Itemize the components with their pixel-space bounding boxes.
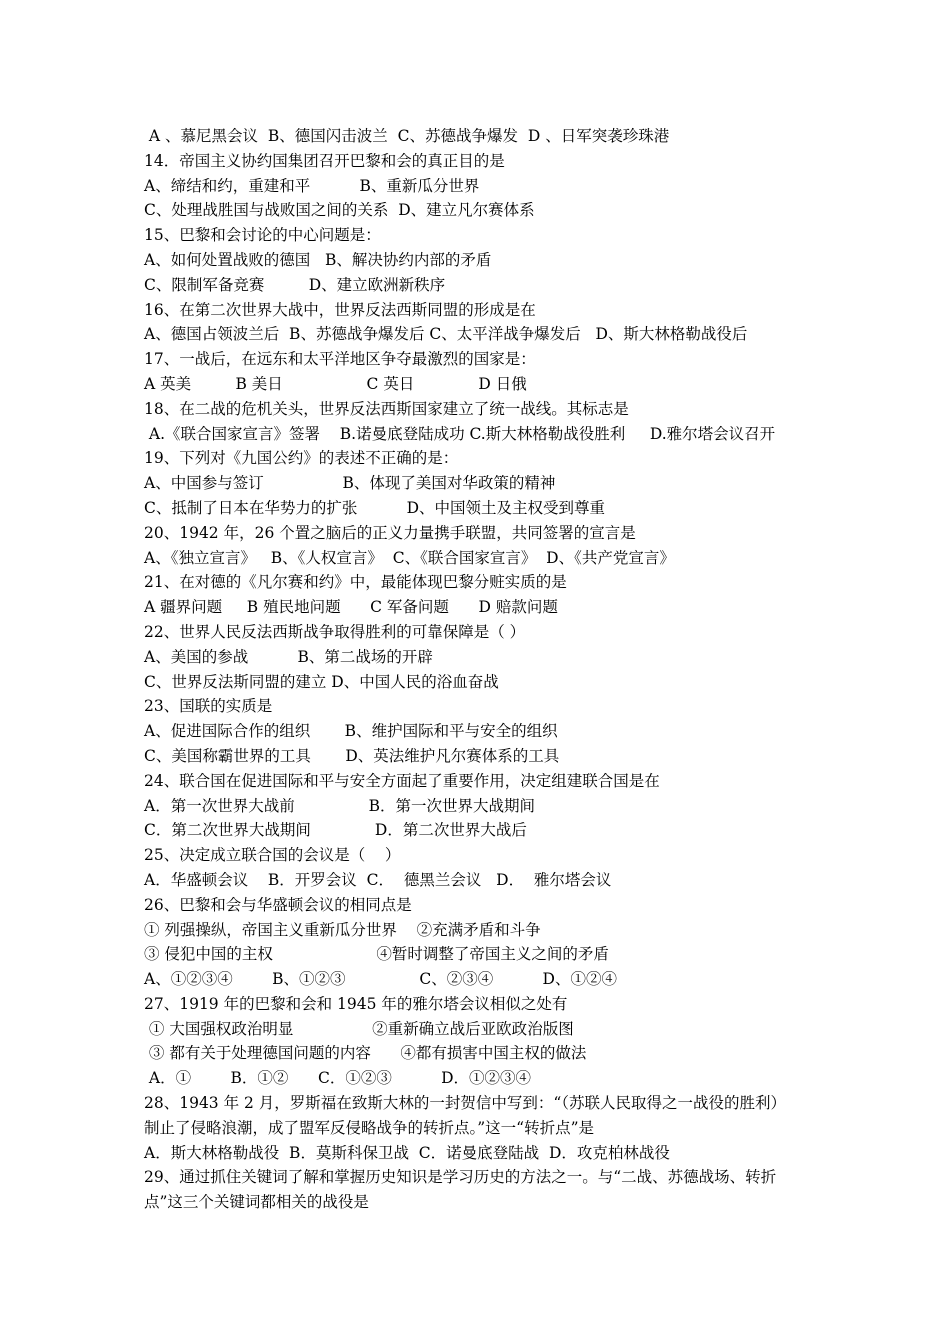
text-line: 17、一战后，在远东和太平洋地区争夺最激烈的国家是： [144, 350, 536, 369]
text-line: 20、1942 年，26 个置之脑后的正义力量携手联盟，共同签署的宣言是 [144, 523, 636, 542]
document-body [144, 124, 824, 1215]
text-line: A、促进国际合作的组织 B、维护国际和平与安全的组织 [144, 722, 558, 741]
text-line: 26、巴黎和会与华盛顿会议的相同点是 [144, 895, 412, 914]
text-line: 点”这三个关键词都相关的战役是 [144, 1193, 369, 1212]
text-line: C、处理战胜国与战败国之间的关系 D、建立凡尔赛体系 [144, 201, 535, 220]
text-line: A．华盛顿会议 B．开罗会议 C． 德黑兰会议 D． 雅尔塔会议 [144, 870, 612, 889]
text-line: 28、1943 年 2 月，罗斯福在致斯大林的一封贺信中写到：“（苏联人民取得之一战役的胜利） [144, 1094, 786, 1113]
text-line: 22、世界人民反法西斯战争取得胜利的可靠保障是（ ） [144, 622, 526, 641]
text-line: A、美国的参战 B、第二战场的开辟 [144, 647, 433, 666]
text-line: 21、在对德的《凡尔赛和约》中，最能体现巴黎分赃实质的是 [144, 573, 567, 592]
text-line: A、德国占领波兰后 B、苏德战争爆发后 C、太平洋战争爆发后 D、斯大林格勒战役后 [144, 325, 748, 344]
text-line: A、缔结和约，重建和平 B、重新瓜分世界 [144, 176, 480, 195]
text-line: A．① B．①② C．①②③ D．①②③④ [144, 1069, 532, 1088]
text-line: C．第二次世界大战期间 D．第二次世界大战后 [144, 821, 527, 840]
text-line: 24、联合国在促进国际和平与安全方面起了重要作用，决定组建联合国是在 [144, 771, 660, 790]
text-line: A 、慕尼黑会议 B、德国闪击波兰 C、苏德战争爆发 D 、日军突袭珍珠港 [144, 127, 670, 145]
text-line: 制止了侵略浪潮，成了盟军反侵略战争的转折点。”这一“转折点”是 [144, 1118, 595, 1137]
text-line: A 疆界问题 B 殖民地问题 C 军备问题 D 赔款问题 [144, 598, 558, 617]
text-line: 15、巴黎和会讨论的中心问题是： [144, 226, 381, 245]
text-line: 16、在第二次世界大战中，世界反法西斯同盟的形成是在 [144, 300, 536, 319]
text-line: A、《独立宣言》 B、《人权宣言》 C、《联合国家宣言》 D、《共产党宣言》 [144, 548, 675, 567]
text-line: C、限制军备竞赛 D、建立欧洲新秩序 [144, 275, 446, 294]
text-line: 19、下列对《九国公约》的表述不正确的是： [144, 449, 459, 468]
text-line: ① 列强操纵，帝国主义重新瓜分世界 ②充满矛盾和斗争 [144, 920, 541, 939]
text-line: 14．帝国主义协约国集团召开巴黎和会的真正目的是 [144, 151, 505, 170]
text-line: A、中国参与签订 B、体现了美国对华政策的精神 [144, 474, 556, 493]
text-line: 18、在二战的危机关头，世界反法西斯国家建立了统一战线。其标志是 [144, 399, 629, 418]
text-line: ① 大国强权政治明显 ②重新确立战后亚欧政治版图 [144, 1019, 574, 1038]
text-line: 27、1919 年的巴黎和会和 1945 年的雅尔塔会议相似之处有 [144, 994, 568, 1013]
text-line: A.《联合国家宣言》签署 B.诺曼底登陆成功 C.斯大林格勒战役胜利 D.雅尔塔会议召开 [144, 424, 776, 443]
text-line: A、①②③④ B、①②③ C、②③④ D、①②④ [144, 970, 617, 989]
text-line: 25、决定成立联合国的会议是（ ） [144, 846, 401, 865]
text-line: ③ 侵犯中国的主权 ④暂时调整了帝国主义之间的矛盾 [144, 945, 609, 964]
text-line: A．第一次世界大战前 B．第一次世界大战期间 [144, 796, 535, 815]
text-line: C、美国称霸世界的工具 D、英法维护凡尔赛体系的工具 [144, 746, 560, 765]
text-line: ③ 都有关于处理德国问题的内容 ④都有损害中国主权的做法 [144, 1044, 587, 1063]
text-line: A．斯大林格勒战役 B．莫斯科保卫战 C．诺曼底登陆战 D．攻克柏林战役 [144, 1143, 670, 1162]
text-line: 29、通过抓住关键词了解和掌握历史知识是学习历史的方法之一。与“二战、苏德战场、转折 [144, 1168, 777, 1187]
text-line: A、如何处置战败的德国 B、解决协约内部的矛盾 [144, 250, 492, 269]
text-line: C、世界反法斯同盟的建立 D、中国人民的浴血奋战 [144, 672, 499, 691]
text-line: C、抵制了日本在华势力的扩张 D、中国领土及主权受到尊重 [144, 498, 606, 517]
text-line: 23、国联的实质是 [144, 697, 273, 716]
text-line: A 英美 B 美日 C 英日 D 日俄 [144, 374, 527, 393]
